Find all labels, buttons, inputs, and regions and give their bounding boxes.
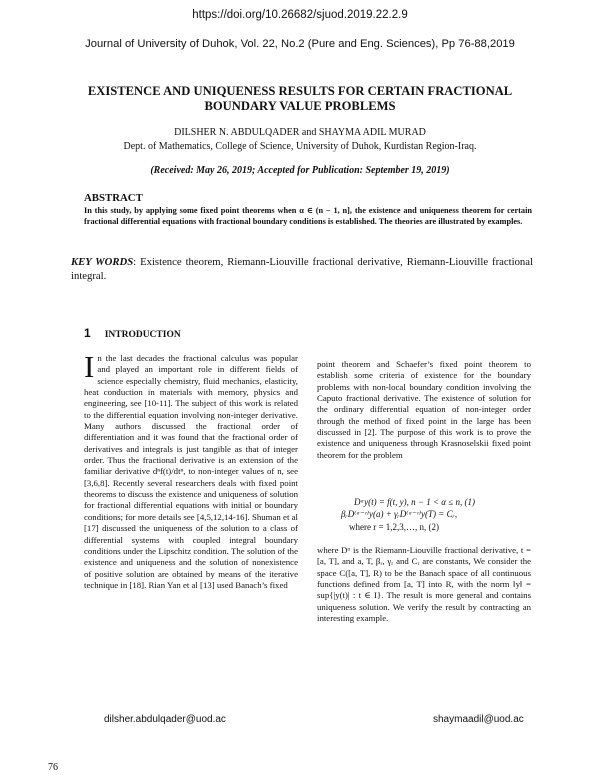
doi-link[interactable]: https://doi.org/10.26682/sjuod.2019.22.2.9 <box>192 9 408 21</box>
received-dates: (Received: May 26, 2019; Accepted for Publication: September 19, 2019) <box>150 165 450 176</box>
abstract-heading: ABSTRACT <box>84 192 143 204</box>
author-email-left[interactable]: dilsher.abdulqader@uod.ac <box>104 714 226 725</box>
author-email-right[interactable]: shaymaadil@uod.ac <box>433 714 524 725</box>
affiliation: Dept. of Mathematics, College of Science, University of Duhok, Kurdistan Region-Iraq. <box>123 141 477 152</box>
title-line-1: EXISTENCE AND UNIQUENESS RESULTS FOR CERTAIN FRACTIONAL <box>87 84 513 98</box>
keywords <box>71 256 533 283</box>
drop-cap: I <box>84 349 95 384</box>
section-heading <box>84 326 181 340</box>
keywords-label: KEY WORDS <box>71 256 134 268</box>
authors: DILSHER N. ABDULQADER and SHAYMA ADIL MURAD <box>174 127 426 138</box>
journal-header: Journal of University of Duhok, Vol. 22, No.2 (Pure and Eng. Sciences), Pp 76-88,2019 <box>85 38 515 50</box>
title-line-2: BOUNDARY VALUE PROBLEMS <box>204 99 396 113</box>
intro-column-left <box>84 349 298 591</box>
abstract-text: In this study, by applying some fixed point theorems when α ∈ (n − 1, n], the existence and uniqueness theorem for certain fractional differential equations with fractional boundary conditions is established. The theories are illustrated by examples. <box>84 206 532 227</box>
equation-1: Dᵅy(t) = f(t, y), n − 1 < α ≤ n, (1) <box>354 497 475 507</box>
intro-column-right: point theorem and Schaefer’s fixed point theorem to establish some criteria of existence for the boundary problems with non-local boundary condition involving the Caputo fractional derivative. The existence of solution for the ordinary differential equation of non-integer order through the method of fixed point in the large has been discussed in [2]. The purpose of this work is to prove the existence and uniqueness through Krasnoselskii fixed point theorem for the problem <box>317 359 531 460</box>
intro-column-right-continued: where Dᵅ is the Riemann-Liouville fractional derivative, t = [a, T], and a, T, βᵣ, γᵣ and Cᵣ are constants, We consider the space C([a, T], R) to be the Banach space of all continuous functions defined from [a, T] into R, with the norm ‖y‖ = sup{|y(t)| : t ∈ I}. The result is more general and contains uniqueness solution. We verify the result by contracting an interesting example. <box>317 545 531 624</box>
equation-2: where r = 1,2,3,…, n, (2) <box>349 522 440 532</box>
page-number: 76 <box>48 762 58 773</box>
intro-left-text: n the last decades the fractional calculus was popular and played an important role in different fields of science especially chemistry, fluid mechanics, elasticity, heat conduction in materials with memory, physics and engineering, see [10-11]. The subject of this work is related to the differential equation involving non-integer derivative. Many authors discussed the fractional order of differentiation and it was found that the fractional order of derivatives and integrals is just tangible as that of integer order. Thus the fractional derivative is an extension of the familiar derivative dⁿf(t)/dtⁿ, to non-integer values of n, see [3,6,8]. Recently several researchers deals with fixed point theorems to discuss the existence and uniqueness of solution for fractional differential equations with initial or boundary conditions; for more details see [4,5,12,14-16]. Shuman et al [17] discussed the uniqueness of the solution to a class of differential systems with coupled integral boundary conditions under the Lipschitz condition. The solution of the existence and uniqueness and the solution of nonexistence of positive solution are obtained by means of the iterative technique in [18]. Rian Yan et al [13] used Banach’s fixed <box>84 353 298 590</box>
section-number: 1 <box>84 326 91 340</box>
section-title: INTRODUCTION <box>104 330 181 340</box>
keywords-text: : Existence theorem, Riemann-Liouville fractional derivative, Riemann-Liouville fractional integral. <box>71 256 533 282</box>
paper-title <box>60 84 540 114</box>
equation-boundary: βᵣD⁽ᵅ⁻ʳ⁾y(a) + γᵣD⁽ᵅ⁻ʳ⁾y(T) = Cᵣ, <box>341 509 458 519</box>
